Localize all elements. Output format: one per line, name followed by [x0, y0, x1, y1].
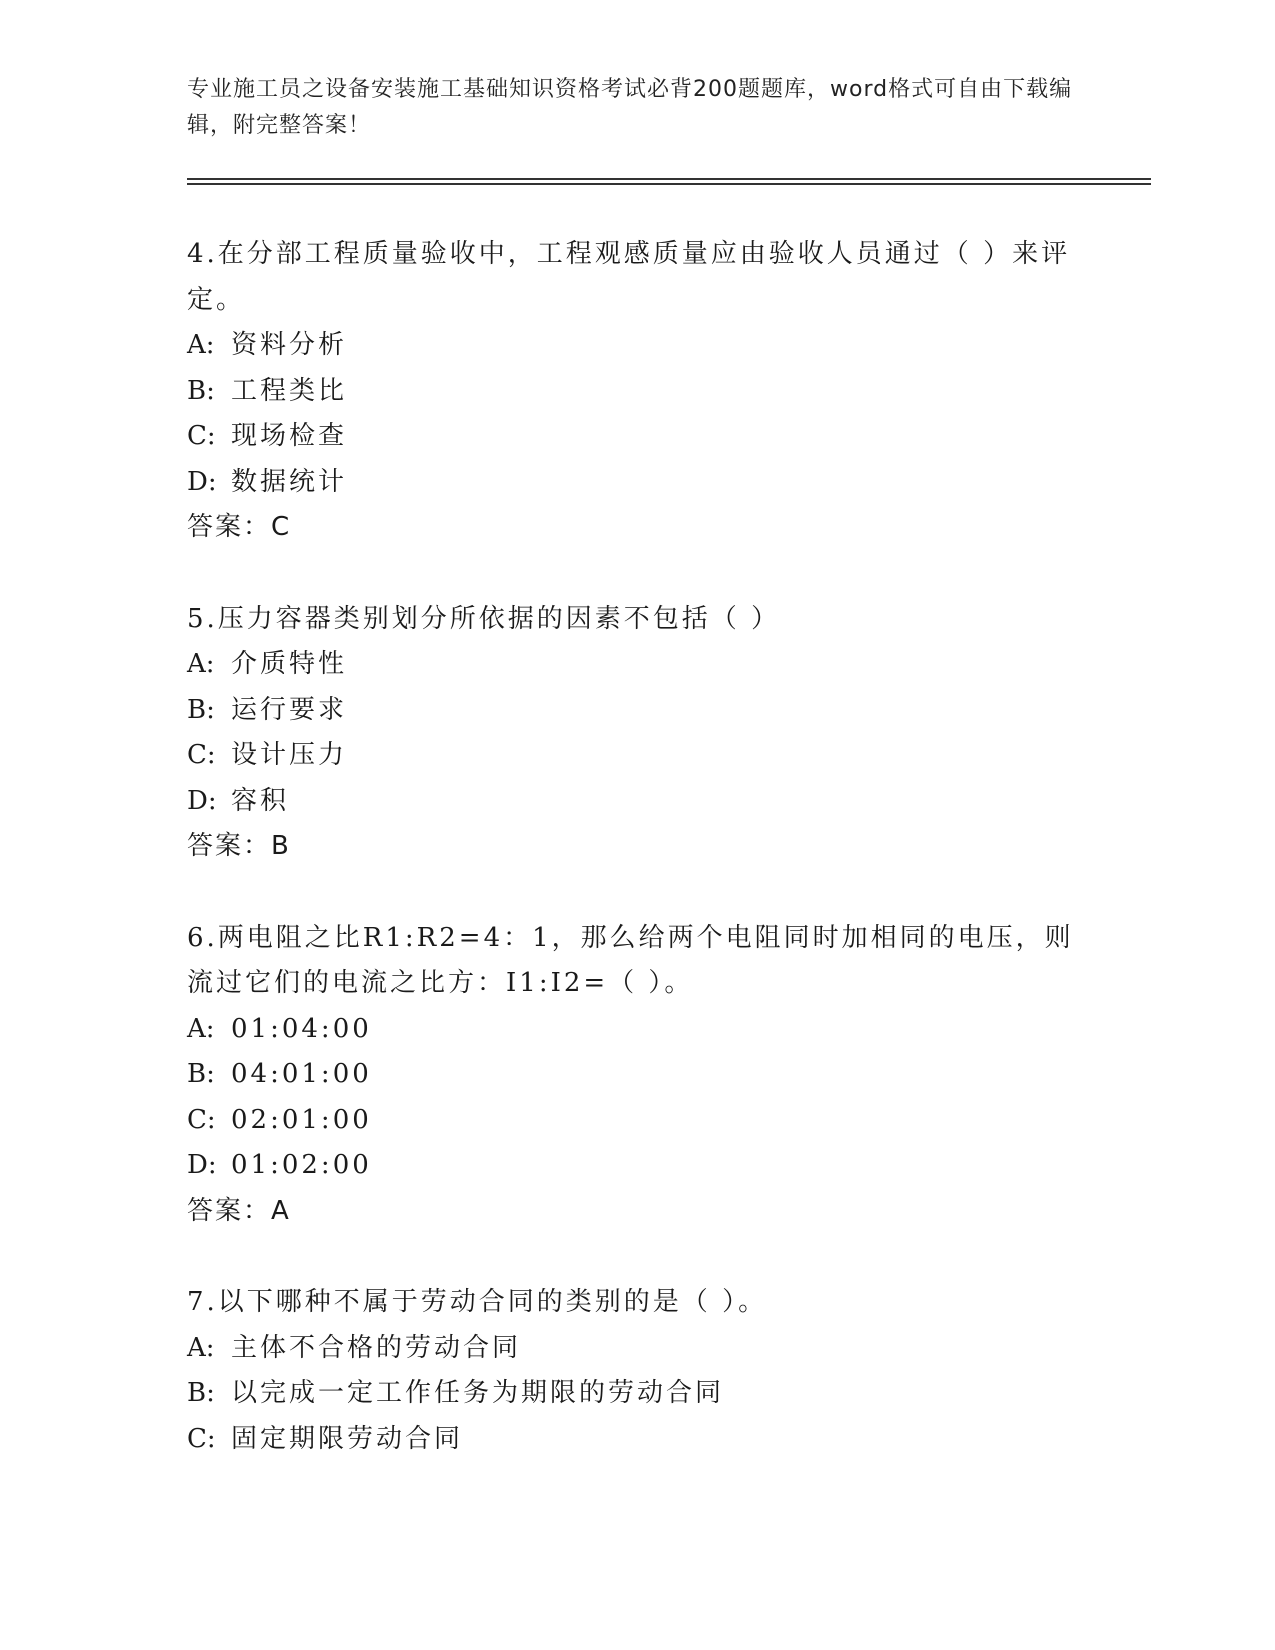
option-d — [187, 1143, 1087, 1189]
option-letter: B: — [187, 694, 215, 725]
answer-line — [187, 824, 1087, 870]
option-a — [187, 1326, 1087, 1372]
option-letter: A: — [187, 649, 215, 679]
question-4 — [187, 232, 1087, 551]
question-6 — [187, 916, 1087, 1235]
document-title: 专业施工员之设备安装施工基础知识资格考试必背200题题库，word格式可自由下载编辑，附完整答案！ — [187, 77, 1073, 138]
header-divider-bottom — [187, 183, 1151, 185]
option-letter: C: — [187, 1104, 216, 1135]
option-text: 工程类比 — [231, 375, 348, 406]
answer-label: 答案： — [187, 512, 272, 542]
answer-label: 答案： — [187, 1195, 272, 1226]
option-letter: A: — [187, 1332, 215, 1363]
option-text: 04:01:00 — [231, 1059, 372, 1089]
option-text: 容积 — [231, 785, 290, 816]
option-letter: B: — [187, 1059, 215, 1089]
question-list — [187, 232, 1087, 1508]
question-stem: 5.压力容器类别划分所依据的因素不包括（ ） — [187, 603, 781, 634]
option-text: 固定期限劳动合同 — [231, 1423, 464, 1454]
option-text: 介质特性 — [231, 649, 348, 679]
option-d — [187, 460, 1087, 506]
option-text: 资料分析 — [231, 330, 348, 360]
option-text: 以完成一定工作任务为期限的劳动合同 — [231, 1378, 725, 1408]
answer-line — [187, 1189, 1087, 1235]
option-letter: C: — [187, 740, 216, 770]
document-header — [187, 72, 1087, 144]
option-d — [187, 779, 1087, 825]
option-a — [187, 323, 1087, 369]
option-text: 01:04:00 — [231, 1013, 372, 1044]
option-letter: B: — [187, 375, 215, 406]
option-b — [187, 1052, 1087, 1098]
question-stem: 4.在分部工程质量验收中，工程观感质量应由验收人员通过（ ）来评定。 — [187, 239, 1071, 315]
option-letter: B: — [187, 1378, 215, 1408]
option-text: 现场检查 — [231, 421, 348, 451]
option-b — [187, 369, 1087, 415]
option-letter: D: — [187, 785, 217, 816]
answer-label: 答案： — [187, 831, 272, 861]
option-a — [187, 1007, 1087, 1053]
option-c — [187, 1098, 1087, 1144]
header-divider-top — [187, 178, 1151, 180]
question-5 — [187, 597, 1087, 870]
option-letter: A: — [187, 330, 215, 360]
answer-value: B — [271, 831, 291, 861]
answer-value: C — [271, 512, 292, 542]
option-text: 主体不合格的劳动合同 — [231, 1332, 522, 1363]
option-b — [187, 1371, 1087, 1417]
answer-value: A — [271, 1195, 291, 1226]
option-letter: A: — [187, 1013, 215, 1044]
option-c — [187, 1417, 1087, 1463]
option-a — [187, 642, 1087, 688]
option-b — [187, 688, 1087, 734]
question-7 — [187, 1280, 1087, 1462]
option-text: 数据统计 — [231, 466, 348, 497]
option-text: 01:02:00 — [231, 1150, 372, 1180]
option-letter: C: — [187, 1423, 216, 1454]
option-text: 设计压力 — [231, 740, 348, 770]
option-letter: D: — [187, 466, 217, 497]
question-stem: 6.两电阻之比R1:R2=4：1，那么给两个电阻同时加相同的电压，则流过它们的电流之比方：I1:I2=（ ）。 — [187, 922, 1074, 998]
option-text: 02:01:00 — [231, 1104, 372, 1135]
answer-line — [187, 505, 1087, 551]
option-text: 运行要求 — [231, 694, 348, 725]
question-stem: 7.以下哪种不属于劳动合同的类别的是（ ）。 — [187, 1287, 768, 1317]
option-c — [187, 414, 1087, 460]
option-letter: D: — [187, 1150, 217, 1180]
option-letter: C: — [187, 421, 216, 451]
option-c — [187, 733, 1087, 779]
